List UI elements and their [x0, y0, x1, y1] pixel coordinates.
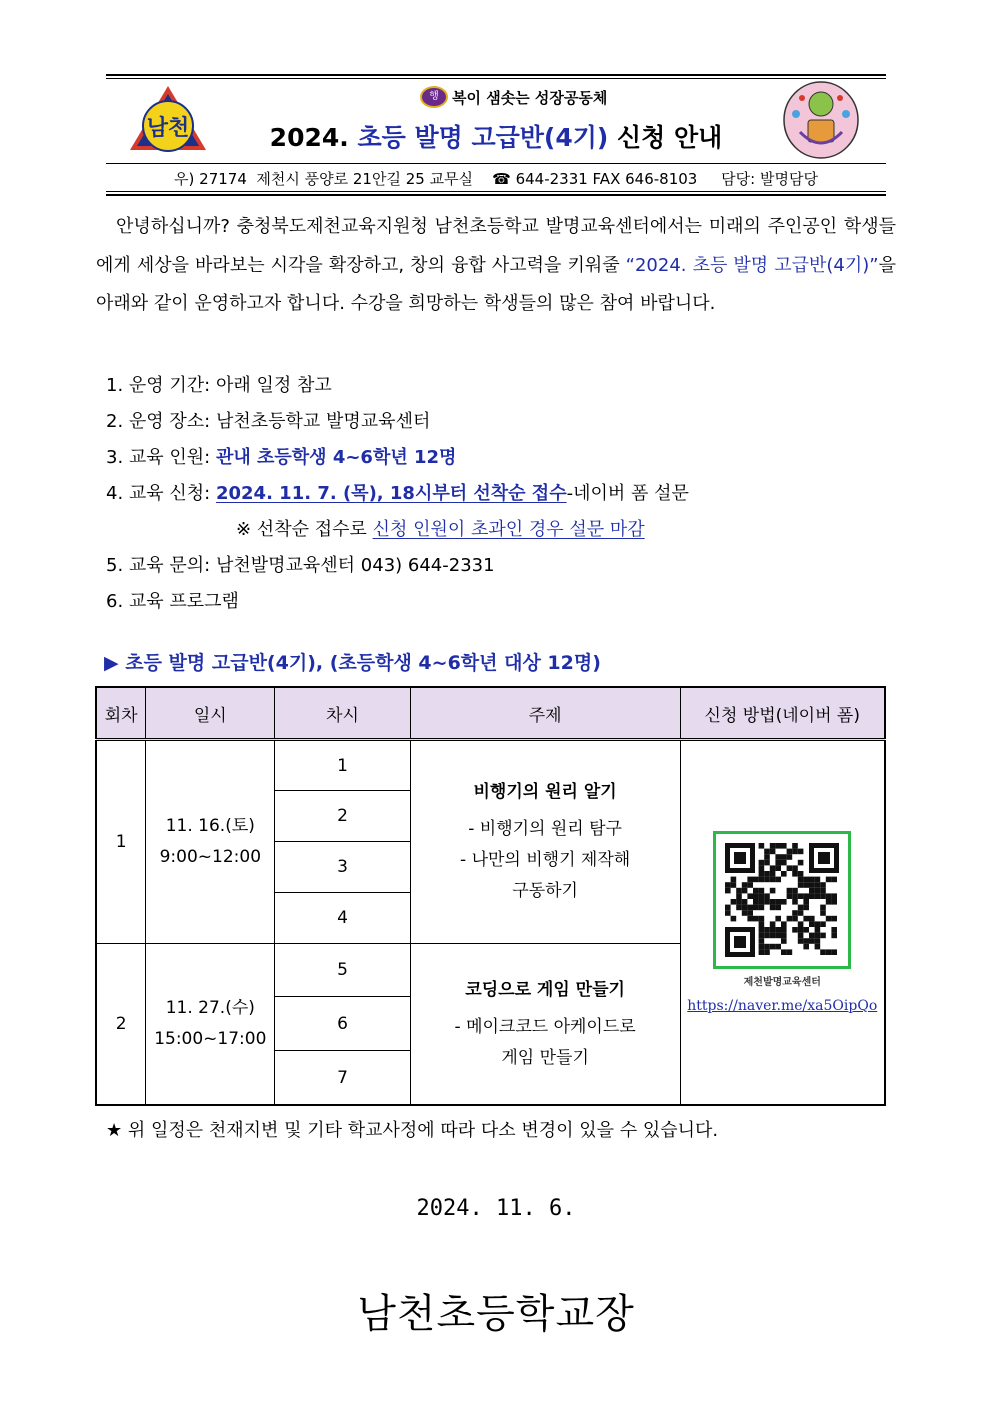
list-item-label: 1. 운영 기간: — [106, 375, 211, 396]
session-topic — [410, 944, 680, 1105]
topic-line: 구동하기 — [512, 881, 578, 902]
apply-method-cell — [680, 740, 885, 1106]
header-top-rule-thin — [106, 78, 886, 79]
document-date: 2024. 11. 6. — [416, 1196, 576, 1221]
period-cell: 3 — [275, 842, 410, 893]
list-item-program — [106, 587, 239, 613]
table-row — [96, 740, 885, 791]
list-item-label: 4. 교육 신청: — [106, 483, 211, 504]
logo-text: 남천 — [146, 116, 190, 141]
session-date: 11. 16.(토) — [165, 816, 255, 837]
session-datetime — [146, 740, 275, 944]
schedule-note: ★ 위 일정은 천재지변 및 기타 학교사정에 따라 다소 변경이 있을 수 있습니다. — [106, 1120, 719, 1141]
topic-title: 코딩으로 게임 만들기 — [465, 979, 625, 1000]
list-item-application-note — [236, 515, 645, 541]
header-period: 차시 — [275, 687, 410, 740]
period-cell: 5 — [275, 944, 410, 997]
note-highlight: 신청 인원이 초과인 경우 설문 마감 — [372, 519, 645, 540]
list-item-location — [106, 407, 430, 433]
qr-block — [681, 831, 884, 1014]
list-item-period — [106, 371, 332, 397]
session-time: 15:00~17:00 — [154, 1029, 267, 1050]
session-number: 1 — [96, 740, 146, 944]
qr-caption: 제천발명교육센터 — [743, 977, 821, 988]
header-top-rule — [106, 74, 886, 76]
session-date: 11. 27.(수) — [165, 998, 255, 1019]
topic-line: - 비행기의 원리 탐구 — [468, 819, 622, 840]
list-item-inquiry — [106, 551, 495, 577]
header-mid-rule — [106, 163, 886, 164]
list-item-application — [106, 479, 689, 505]
title-highlight: 초등 발명 고급반(4기) — [357, 123, 609, 152]
title-prefix: 2024. — [269, 123, 358, 152]
session-time: 9:00~12:00 — [159, 847, 262, 868]
period-cell: 2 — [275, 791, 410, 842]
mascot-emblem — [782, 80, 860, 160]
table-header-row — [96, 687, 885, 740]
qr-code-icon[interactable] — [713, 831, 851, 969]
period-cell: 6 — [275, 997, 410, 1051]
list-item-label: 6. 교육 프로그램 — [106, 591, 239, 612]
schedule-table — [95, 686, 886, 1106]
section-title: ▶ 초등 발명 고급반(4기), (초등학생 4~6학년 대상 12명) — [104, 652, 601, 674]
slogan-badge-icon: 행 — [420, 86, 448, 108]
list-item-label: 3. 교육 인원: — [106, 447, 211, 468]
topic-line: 게임 만들기 — [501, 1047, 589, 1068]
intro-part1: 안녕하십니까? 충청북도제천교육지원청 남천초등학교 발명교육센터에서는 미래의 주인공인 학생들에게 세상을 바라보는 시각을 확장하고, 창의 융합 사고력을 키워줄 — [96, 216, 896, 276]
intro-highlight: “2024. 초등 발명 고급반(4기)” — [625, 254, 879, 276]
session-topic — [410, 740, 680, 944]
address-line: 우) 27174 제천시 풍양로 21안길 25 교무실 ☎ 644-2331 FAX 646-8103 담당: 발명담당 — [174, 170, 818, 188]
list-item-value: 남천초등학교 발명교육센터 — [215, 411, 431, 432]
header-session: 회차 — [96, 687, 146, 740]
header-bottom-rule — [106, 191, 886, 192]
list-item-label: 2. 운영 장소: — [106, 411, 211, 432]
list-item-suffix: -네이버 폼 설문 — [566, 483, 689, 504]
list-item-value: 남천발명교육센터 043) 644-2331 — [215, 555, 495, 576]
list-item-value: 아래 일정 참고 — [215, 375, 332, 396]
intro-paragraph — [96, 208, 896, 324]
title-suffix: 신청 안내 — [608, 123, 723, 152]
note-prefix: ※ 선착순 접수로 — [236, 519, 373, 540]
topic-title: 비행기의 원리 알기 — [473, 782, 617, 803]
naver-form-link[interactable]: https://naver.me/xa5OipQo — [687, 998, 878, 1014]
list-item-value: 관내 초등학생 4~6학년 12명 — [215, 447, 457, 468]
topic-line: - 메이크코드 아케이드로 — [454, 1016, 636, 1037]
session-number: 2 — [96, 944, 146, 1105]
slogan-text: 복이 샘솟는 성장공동체 — [452, 88, 608, 107]
period-cell: 7 — [275, 1051, 410, 1105]
session-datetime — [146, 944, 275, 1105]
list-item-value: 2024. 11. 7. (목), 18시부터 선착순 접수 — [215, 483, 567, 504]
list-item-label: 5. 교육 문의: — [106, 555, 211, 576]
signer: 남천초등학교장 — [357, 1291, 635, 1337]
header-method: 신청 방법(네이버 폼) — [680, 687, 885, 740]
slogan — [420, 86, 607, 108]
header-bottom-rule-thick — [106, 194, 886, 196]
list-item-capacity — [106, 443, 456, 469]
period-cell: 4 — [275, 893, 410, 944]
topic-line: - 나만의 비행기 제작해 — [460, 850, 631, 871]
intro-part2: 을 아래와 같이 운영하고자 합니다. 수강을 희망하는 학생들의 많은 참여 바랍니다. — [96, 254, 896, 314]
period-cell: 1 — [275, 740, 410, 791]
header-topic: 주제 — [410, 687, 680, 740]
header-datetime: 일시 — [146, 687, 275, 740]
